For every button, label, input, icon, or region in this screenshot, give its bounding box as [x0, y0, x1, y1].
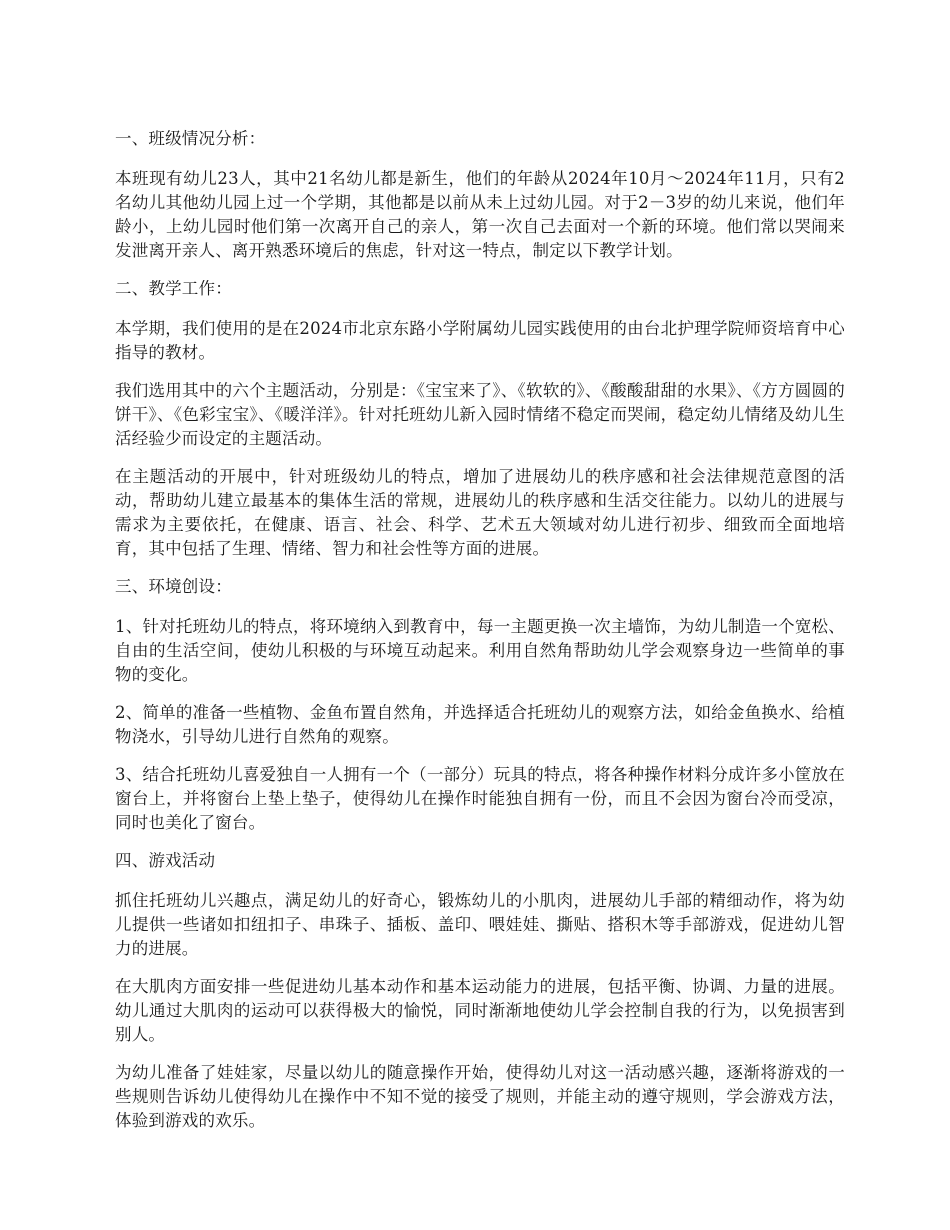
paragraph: 3、结合托班幼儿喜爱独自一人拥有一个（一部分）玩具的特点，将各种操作材料分成许多小筐放在窗台上，并将窗台上垫上垫子，使得幼儿在操作时能独自拥有一份，而且不会因为窗台冷而受凉，同时也美化了窗台。	[115, 765, 845, 832]
paragraph: 本学期，我们使用的是在2024市北京东路小学附属幼儿园实践使用的由台北护理学院师资培育中心指导的教材。	[115, 319, 845, 362]
paragraph: 2、简单的准备一些植物、金鱼布置自然角，并选择适合托班幼儿的观察方法，如给金鱼换水、给植物浇水，引导幼儿进行自然角的观察。	[115, 703, 845, 746]
paragraph: 在大肌肉方面安排一些促进幼儿基本动作和基本运动能力的进展，包括平衡、协调、力量的进展。幼儿通过大肌肉的运动可以获得极大的愉悦，同时渐渐地使幼儿学会控制自我的行为，以免损害到别人。	[115, 977, 845, 1044]
section-heading-environment: 三、环境创设：	[115, 577, 232, 596]
paragraph: 我们选用其中的六个主题活动，分别是：《宝宝来了》、《软软的》、《酸酸甜甜的水果》、《方方圆圆的饼干》、《色彩宝宝》、《暖洋洋》。针对托班幼儿新入园时情绪不稳定而哭闹，稳定幼儿情绪及幼儿生活经验少而设定的主题活动。	[115, 381, 845, 448]
paragraph: 为幼儿准备了娃娃家，尽量以幼儿的随意操作开始，使得幼儿对这一活动感兴趣，逐渐将游戏的一些规则告诉幼儿使得幼儿在操作中不知不觉的接受了规则，并能主动的遵守规则，学会游戏方法，体验到游戏的欢乐。	[115, 1063, 845, 1130]
document-page	[115, 127, 845, 1147]
section-heading-class-analysis: 一、班级情况分析：	[115, 129, 266, 148]
paragraph: 本班现有幼儿23人，其中21名幼儿都是新生，他们的年龄从2024年10月～2024年11月，只有2名幼儿其他幼儿园上过一个学期，其他都是以前从未上过幼儿园。对于2－3岁的幼儿来说，他们年龄小，上幼儿园时他们第一次离开自己的亲人，第一次自己去面对一个新的环境。他们常以哭闹来发泄离开亲人、离开熟悉环境后的焦虑，针对这一特点，制定以下教学计划。	[115, 169, 845, 260]
paragraph: 抓住托班幼儿兴趣点，满足幼儿的好奇心，锻炼幼儿的小肌肉，进展幼儿手部的精细动作，将为幼儿提供一些诸如扣纽扣子、串珠子、插板、盖印、喂娃娃、撕贴、搭积木等手部游戏，促进幼儿智力的进展。	[115, 891, 845, 958]
section-heading-games: 四、游戏活动	[115, 851, 216, 870]
paragraph: 1、针对托班幼儿的特点，将环境纳入到教育中，每一主题更换一次主墙饰，为幼儿制造一个宽松、自由的生活空间，使幼儿积极的与环境互动起来。利用自然角帮助幼儿学会观察身边一些简单的事物的变化。	[115, 617, 845, 684]
section-heading-teaching-work: 二、教学工作：	[115, 279, 232, 298]
paragraph: 在主题活动的开展中，针对班级幼儿的特点，增加了进展幼儿的秩序感和社会法律规范意图的活动，帮助幼儿建立最基本的集体生活的常规，进展幼儿的秩序感和生活交往能力。以幼儿的进展与需求为主要依托，在健康、语言、社会、科学、艺术五大领域对幼儿进行初步、细致而全面地培育，其中包括了生理、情绪、智力和社会性等方面的进展。	[115, 467, 845, 558]
